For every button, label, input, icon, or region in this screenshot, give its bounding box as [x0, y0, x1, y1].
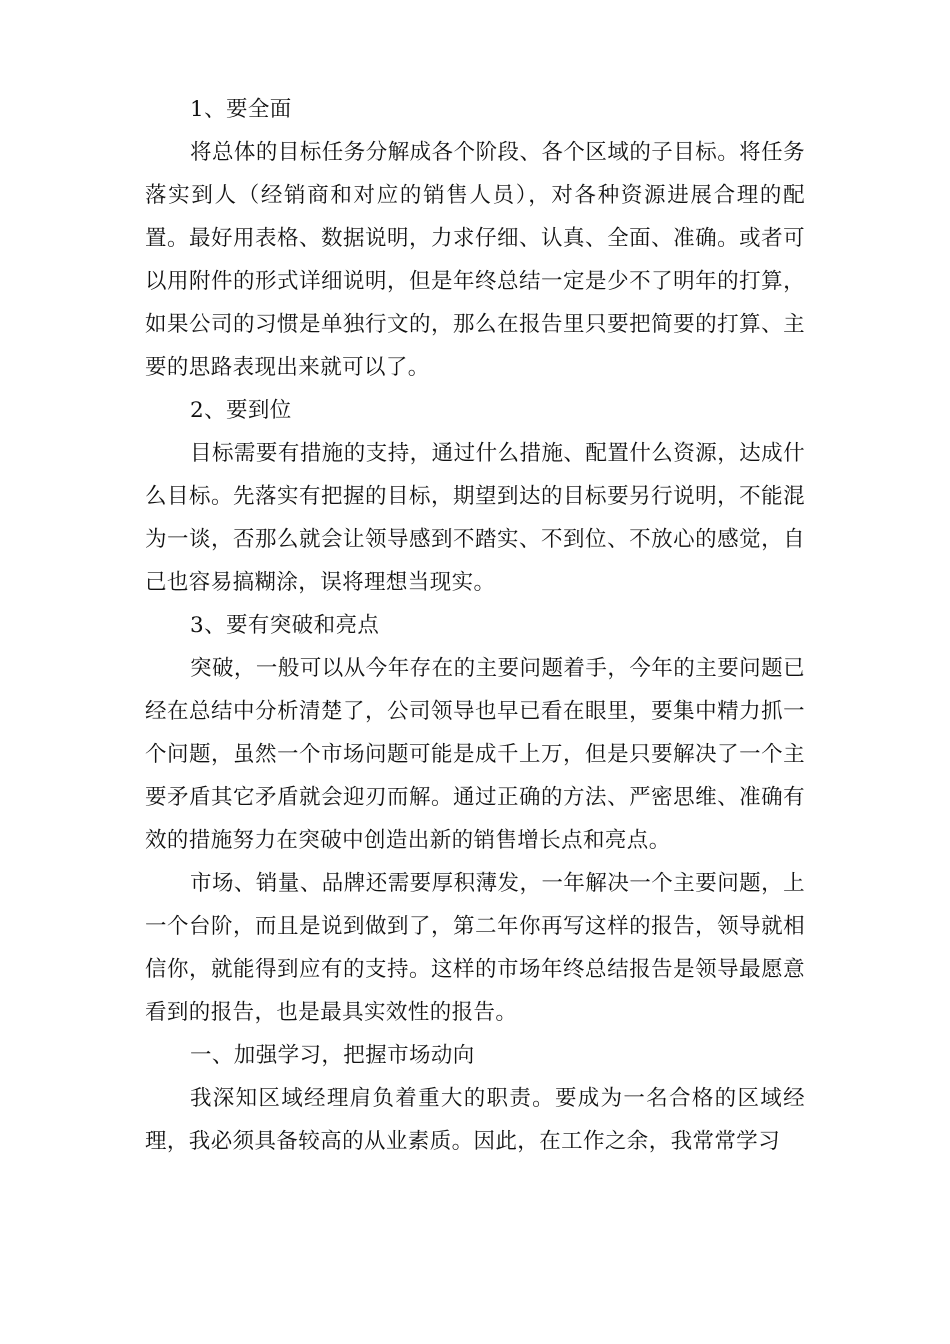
body-paragraph: 将总体的目标任务分解成各个阶段、各个区域的子目标。将任务落实到人（经销商和对应的销售人员），对各种资源进展合理的配置。最好用表格、数据说明，力求仔细、认真、全面、准确。或者可以用附件的形式详细说明，但是年终总结一定是少不了明年的打算，如果公司的习惯是单独行文的，那么在报告里只要把简要的打算、主要的思路表现出来就可以了。	[145, 140, 805, 380]
body-paragraph: 目标需要有措施的支持，通过什么措施、配置什么资源，达成什么目标。先落实有把握的目标，期望到达的目标要另行说明，不能混为一谈，否那么就会让领导感到不踏实、不到位、不放心的感觉，自己也容易搞糊涂，误将理想当现实。	[145, 441, 805, 595]
section-heading-in-place: 2、要到位	[190, 398, 292, 423]
section-heading-breakthrough: 3、要有突破和亮点	[190, 613, 380, 638]
section-heading-comprehensive: 1、要全面	[190, 97, 292, 122]
body-paragraph: 突破，一般可以从今年存在的主要问题着手，今年的主要问题已经在总结中分析清楚了，公司领导也早已看在眼里，要集中精力抓一个问题，虽然一个市场问题可能是成千上万，但是只要解决了一个主要矛盾其它矛盾就会迎刃而解。通过正确的方法、严密思维、准确有效的措施努力在突破中创造出新的销售增长点和亮点。	[145, 656, 805, 853]
body-paragraph: 市场、销量、品牌还需要厚积薄发，一年解决一个主要问题，上一个台阶，而且是说到做到了，第二年你再写这样的报告，领导就相信你，就能得到应有的支持。这样的市场年终总结报告是领导最愿意看到的报告，也是最具实效性的报告。	[145, 871, 805, 1025]
section-heading-learning: 一、加强学习，把握市场动向	[190, 1043, 475, 1068]
document-body	[145, 88, 805, 1163]
body-paragraph: 我深知区域经理肩负着重大的职责。要成为一名合格的区域经理，我必须具备较高的从业素质。因此，在工作之余，我常常学习	[145, 1086, 805, 1154]
